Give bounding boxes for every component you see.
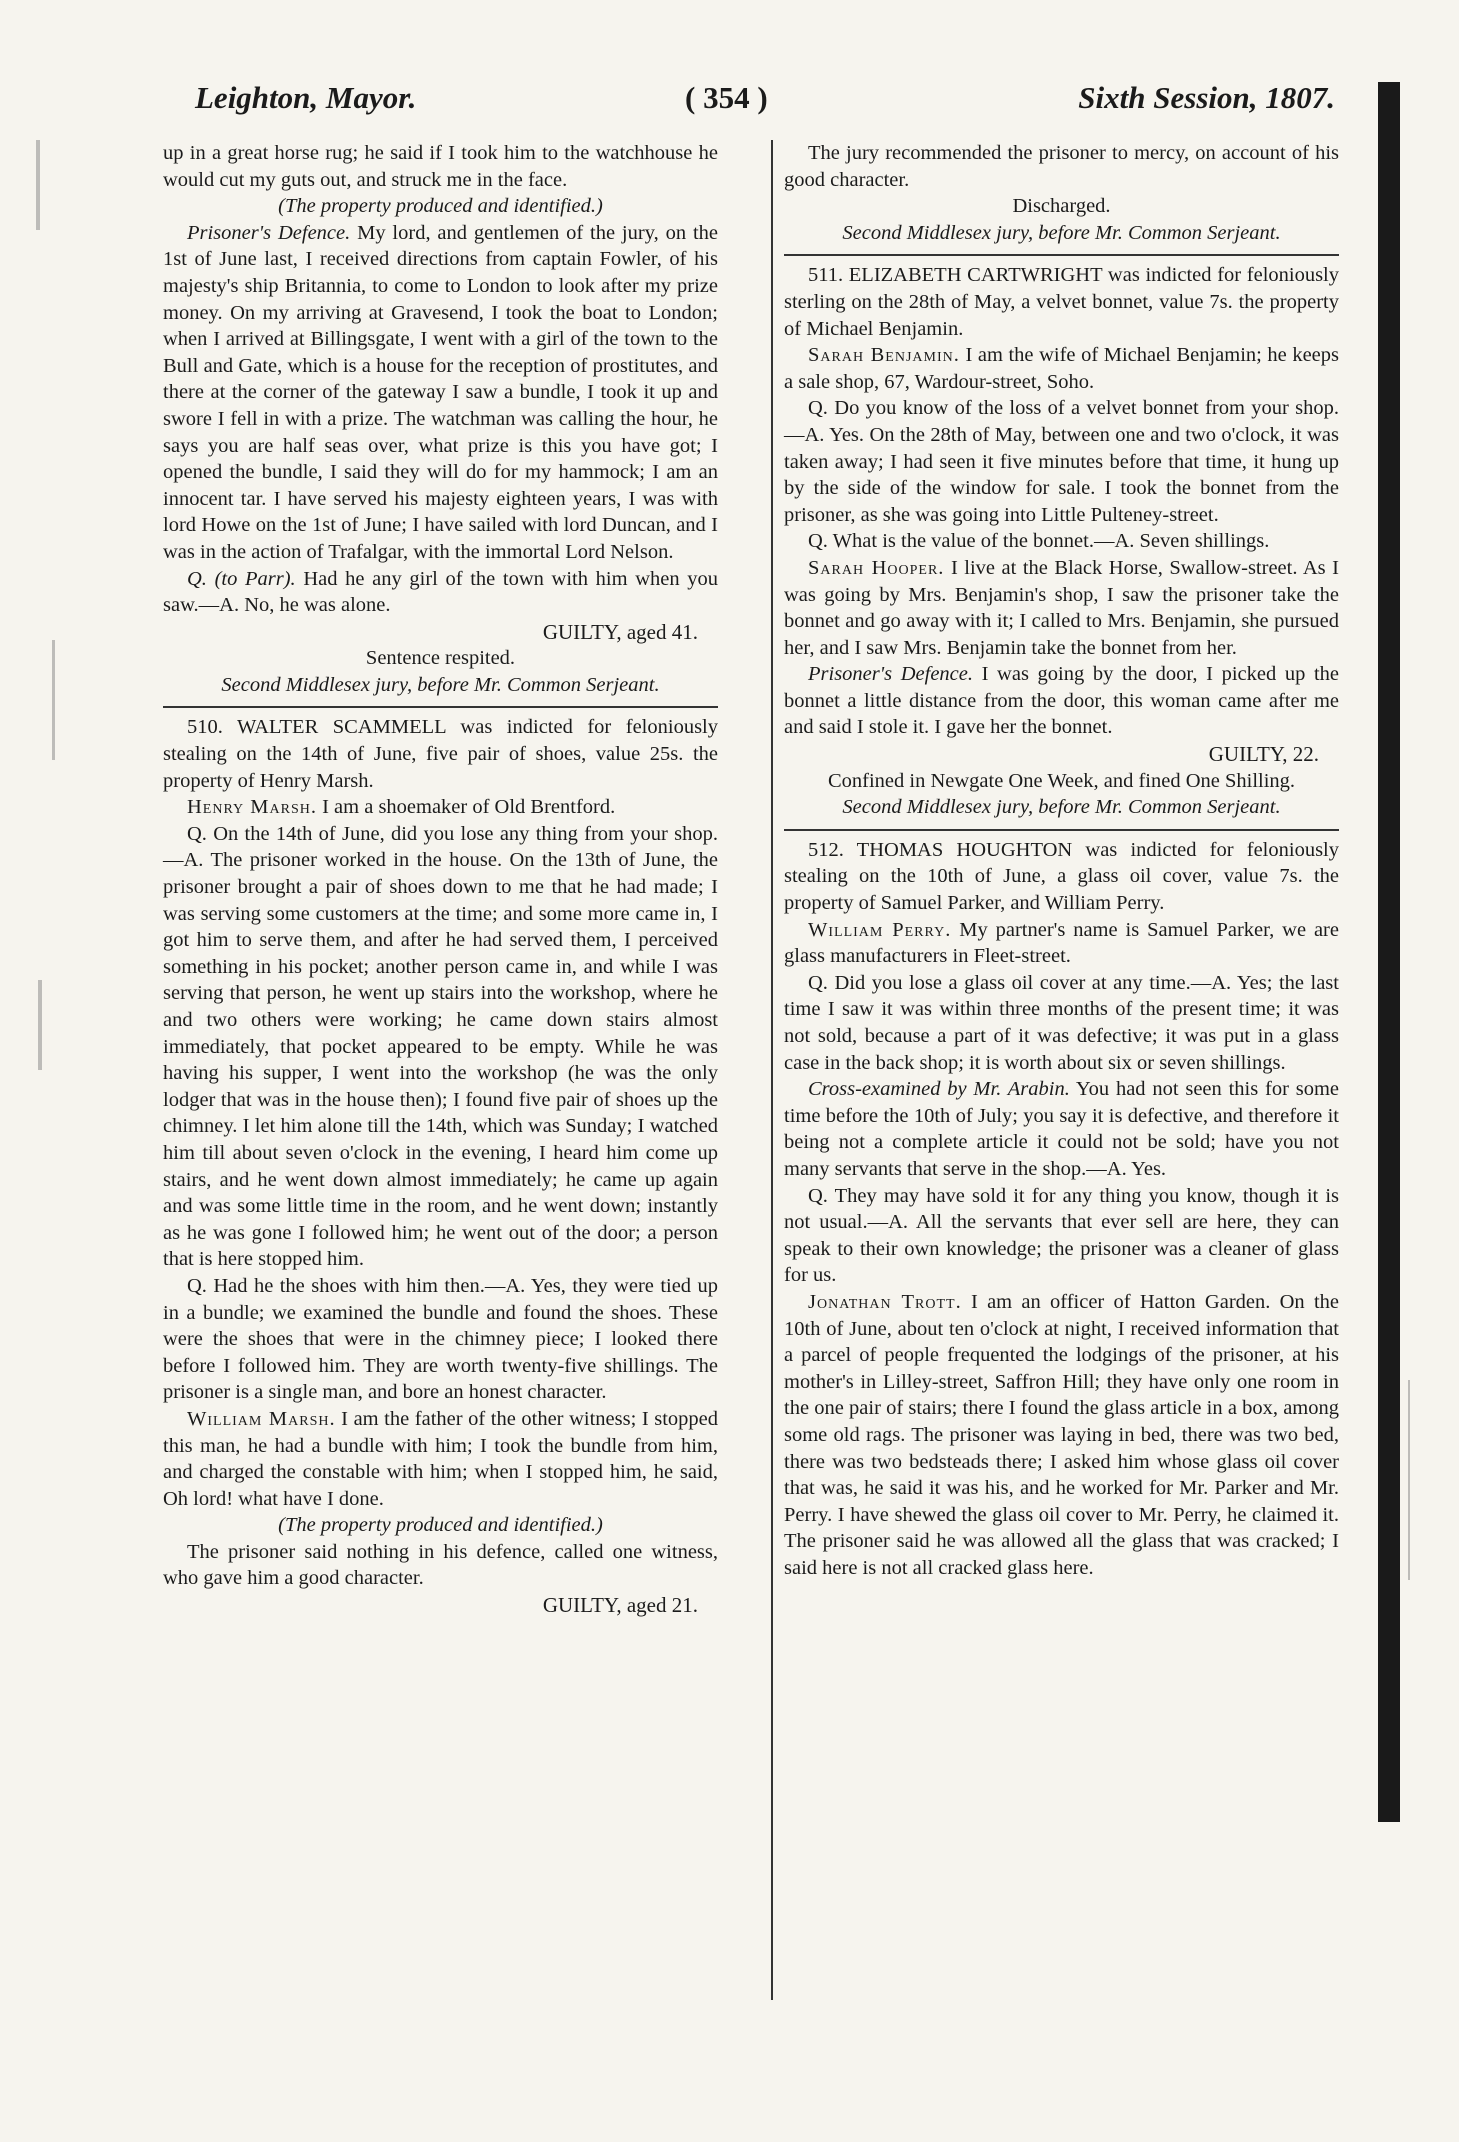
paragraph-text: The prisoner said nothing in his defence, called one witness, who gave him a good character. <box>163 1540 718 1590</box>
paragraph-text: Sentence respited. <box>365 647 516 670</box>
paragraph-text: I am the father of the other witness; I stopped this man, he had a bundle with him; I took the bundle from him, and charged the constable with him; when I stopped him, he said, Oh lord! what have I done. <box>163 1407 718 1510</box>
paragraph <box>784 917 1339 970</box>
paragraph-lead: Prisoner's Defence. <box>808 663 973 686</box>
paragraph <box>784 970 1339 1076</box>
paragraph-text: up in a great horse rug; he said if I took him to the watchhouse he would cut my guts out, and struck me in the face. <box>163 142 718 191</box>
paragraph-text: Q. Do you know of the loss of a velvet bonnet from your shop.—A. Yes. On the 28th of May, between one and two o'clock, it was taken away; I had seen it five minutes before that time, it hung up by the side of the window for sale. I took the bonnet from the prisoner, as she was going into Little Pulteney-street. <box>784 397 1339 526</box>
paragraph <box>163 645 718 672</box>
paragraph-text: Had he any girl of the town with him when you saw.—A. No, he was alone. <box>163 567 718 617</box>
right-column <box>784 140 1339 1581</box>
paragraph-text: I am the wife of Michael Benjamin; he keeps a sale shop, 67, Wardour-street, Soho. <box>784 344 1340 393</box>
paragraph-text: (The property produced and identified.) <box>278 195 603 218</box>
scan-speckle <box>1408 1380 1410 1580</box>
paragraph-lead: Q. (to Parr). <box>187 567 296 590</box>
paragraph-lead: Prisoner's Defence. <box>187 221 351 244</box>
paragraph <box>163 672 718 699</box>
paragraph-lead: Sarah Hooper. <box>808 556 945 579</box>
paragraph-lead: Henry Marsh. <box>187 796 317 819</box>
paragraph <box>784 193 1339 220</box>
left-column <box>163 140 718 1619</box>
paragraph <box>163 220 718 566</box>
paragraph <box>163 1273 718 1406</box>
verdict-text: GUILTY, aged 21. <box>542 1593 698 1618</box>
binding-edge <box>1378 82 1400 1822</box>
paragraph <box>784 661 1339 741</box>
paragraph <box>784 395 1339 528</box>
paragraph-text: I am a shoemaker of Old Brentford. <box>316 796 616 819</box>
paragraph-lead: Sarah Benjamin. <box>808 344 960 367</box>
paragraph <box>163 1512 718 1539</box>
paragraph <box>784 1289 1339 1582</box>
paragraph-text: Second Middlesex jury, before Mr. Common Serjeant. <box>221 673 660 696</box>
paragraph-lead: Cross-examined by Mr. Arabin. <box>808 1078 1070 1101</box>
paragraph <box>163 193 718 220</box>
paragraph-lead: 511. ELIZABETH CARTWRIGHT <box>808 264 1103 287</box>
header-right: Sixth Session, 1807. <box>1078 80 1335 115</box>
paragraph-text: was indicted for feloniously sterling on the 28th of May, a velvet bonnet, value 7s. the property of Michael Benjamin. <box>784 264 1340 340</box>
paragraph-text: You had not seen this for some time before the 10th of July; you say it is defective, and therefore it being not a complete article it could not be sold; have you not many servants that serve in the shop.—A. Yes. <box>784 1078 1339 1180</box>
paragraph <box>784 342 1339 395</box>
paragraph <box>784 262 1339 342</box>
paragraph <box>163 714 718 794</box>
paragraph <box>784 837 1339 917</box>
paragraph <box>163 1406 718 1512</box>
paragraph-text: Confined in Newgate One Week, and fined One Shilling. <box>827 769 1296 792</box>
paragraph-text: I was going by the door, I picked up the bonnet a little distance from the door, this woman came after me and said I stole it. I gave her the bonnet. <box>784 663 1339 739</box>
section-divider <box>163 706 718 708</box>
verdict <box>163 1592 718 1619</box>
paragraph-text: I live at the Black Horse, Swallow-street. As I was going by Mrs. Benjamin's shop, I saw the prisoner take the bonnet and go away with it; I called to Mrs. Benjamin, she pursued her, and I saw Mrs. Benjamin take the bonnet from her. <box>784 556 1339 659</box>
paragraph-text: was indicted for feloniously stealing on the 14th of June, five pair of shoes, value 25s. the property of Henry Marsh. <box>163 716 718 792</box>
scan-speckle <box>38 980 42 1070</box>
header-left: Leighton, Mayor. <box>195 80 417 115</box>
paragraph-text: Q. What is the value of the bonnet.—A. Seven shillings. <box>808 530 1270 553</box>
paragraph-text: My lord, and gentlemen of the jury, on the 1st of June last, I received directions from captain Fowler, of his majesty's ship Britannia, to come to London to look after my prize money. On my arriving at Gravesend, I took the boat to London; when I arrived at Billingsgate, I went with a girl of the town to the Bull and Gate, which is a house for the reception of prostitutes, and there at the corner of the gateway I saw a bundle, I took it up and swore I fell in with a prize. The watchman was calling the hour, he says you are half seas over, what prize is this you have got; I opened the bundle, I said they will do for my hammock; I am an innocent tar. I have served his majesty eighteen years, I was with lord Howe on the 1st of June; I have sailed with lord Duncan, and I was in the action of Trafalgar, with the immortal Lord Nelson. <box>163 221 718 563</box>
paragraph-lead: William Marsh. <box>187 1407 336 1430</box>
verdict <box>784 741 1339 768</box>
verdict <box>163 619 718 646</box>
section-divider <box>784 829 1339 831</box>
paragraph-lead: William Perry. <box>808 918 952 941</box>
paragraph <box>163 140 718 193</box>
paragraph <box>784 768 1339 795</box>
paragraph <box>784 528 1339 555</box>
paragraph-text: I am an officer of Hatton Garden. On the 10th of June, about ten o'clock at night, I received information that a parcel of people frequented the lodgings of the prisoner, at his mother's in Lilley-street, Saffron Hill; they have only one room in the one pair of stairs; there I found the glass article in a box, among some old rags. The prisoner was laying in bed, there was two bed, there was two bedsteads there; I asked him whose glass oil cover that was, he said it was his, and he worked for Mr. Parker and Mr. Perry. I have shewed the glass oil cover to Mr. Perry, he claimed it. The prisoner said he was allowed all the glass that was cracked; I said here is not all cracked glass here. <box>784 1290 1339 1579</box>
paragraph-text: Q. They may have sold it for any thing you know, though it is not usual.—A. All the servants that ever sell are here, they can speak to their own knowledge; the prisoner was a cleaner of glass for us. <box>784 1184 1339 1287</box>
paragraph-text: Second Middlesex jury, before Mr. Common Serjeant. <box>842 221 1281 244</box>
paragraph <box>784 1076 1339 1182</box>
paragraph-text: Q. On the 14th of June, did you lose any thing from your shop.—A. The prisoner worked in the house. On the 13th of June, the prisoner brought a pair of shoes down to me that he had made; I was serving some customers at the time; and some more came in, I got him to serve them, and after he had served them, I perceived something in his pocket; another person came in, and while I was serving that person, he went up stairs into the workshop, where he and two others were working; he came down stairs almost immediately, that pocket appeared to be empty. While he was having his supper, I went into the workshop (he was the only lodger that was in the house then); I found five pair of shoes up the chimney. I let him alone till the 14th, which was Sunday; I watched him till about seven o'clock in the evening, I heard him come up stairs, and he went down almost immediately; he came up again and was some little time in the room, and he went down; instantly as he was gone I followed him; he went out of the door; a person that is here stopped him. <box>163 822 718 1271</box>
paragraph-text: Second Middlesex jury, before Mr. Common Serjeant. <box>842 796 1281 819</box>
paragraph-text: was indicted for feloniously stealing on the 10th of June, a glass oil cover, value 7s. the property of Samuel Parker, and William Perry. <box>784 838 1339 915</box>
running-header <box>195 80 1335 124</box>
paragraph-text: Q. Had he the shoes with him then.—A. Yes, they were tied up in a bundle; we examined the bundle and found the shoes. These were the shoes that were in the chimney piece; I looked there before I followed him. They are worth twenty-five shillings. The prisoner is a single man, and bore an honest character. <box>163 1274 718 1404</box>
paragraph-text: The jury recommended the prisoner to mercy, on account of his good character. <box>784 142 1339 191</box>
paragraph <box>784 555 1339 661</box>
paragraph <box>784 794 1339 821</box>
scan-speckle <box>52 640 55 760</box>
paragraph <box>784 220 1339 247</box>
paragraph-text: Discharged. <box>1012 195 1111 218</box>
section-divider <box>784 254 1339 256</box>
paragraph-text: My partner's name is Samuel Parker, we are glass manufacturers in Fleet-street. <box>784 918 1339 968</box>
paragraph <box>163 821 718 1273</box>
paragraph-lead: 510. WALTER SCAMMELL <box>187 716 446 739</box>
paragraph <box>784 140 1339 193</box>
paragraph-lead: Jonathan Trott. <box>808 1290 962 1313</box>
page-number: ( 354 ) <box>685 80 768 115</box>
verdict-text: GUILTY, aged 41. <box>542 619 698 644</box>
scan-speckle <box>36 140 40 230</box>
paragraph <box>163 794 718 821</box>
paragraph <box>163 566 718 619</box>
paragraph <box>163 1539 718 1592</box>
paragraph-text: Q. Did you lose a glass oil cover at any time.—A. Yes; the last time I saw it was within three months of the present time; it was not sold, because a part of it was defective; it was put in a glass case in the back shop; it is worth about six or seven shillings. <box>784 971 1339 1074</box>
paragraph <box>784 1183 1339 1289</box>
paragraph-text: (The property produced and identified.) <box>278 1514 603 1537</box>
column-divider <box>771 140 773 2000</box>
paragraph-lead: 512. THOMAS HOUGHTON <box>808 838 1073 861</box>
verdict-text: GUILTY, 22. <box>1208 742 1319 767</box>
